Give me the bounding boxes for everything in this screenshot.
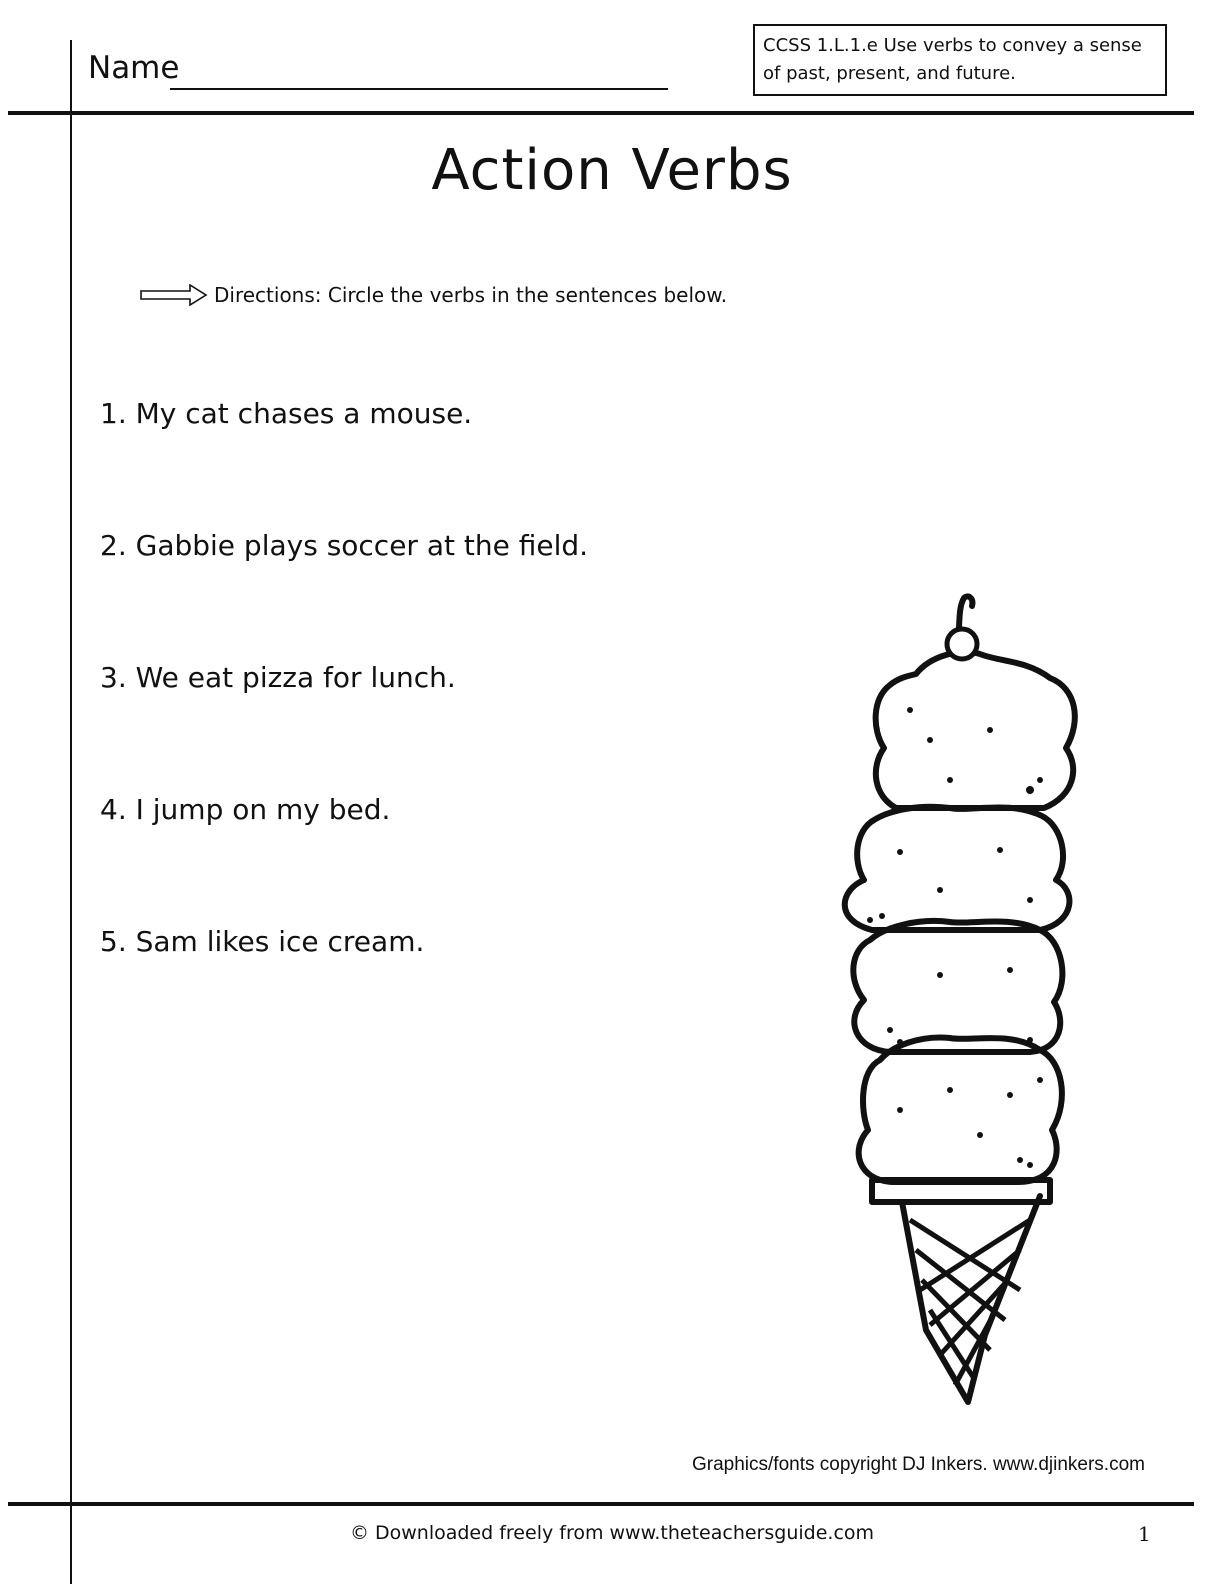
sentence-5: 5. Sam likes ice cream. <box>100 925 425 958</box>
directions-text: Directions: Circle the verbs in the sentences below. <box>214 283 728 307</box>
standard-box: CCSS 1.L.1.e Use verbs to convey a sense of past, present, and future. <box>753 24 1167 96</box>
arrow-icon <box>140 284 208 306</box>
footer-rule <box>8 1502 1194 1506</box>
page-number: 1 <box>1138 1522 1151 1546</box>
graphics-credit: Graphics/fonts copyright DJ Inkers. www.djinkers.com <box>692 1454 1145 1475</box>
header-rule <box>8 111 1194 115</box>
name-field-line <box>170 88 668 90</box>
name-label: Name <box>88 50 180 86</box>
page-title: Action Verbs <box>431 138 793 203</box>
left-margin-line <box>70 40 72 1584</box>
sentence-3: 3. We eat pizza for lunch. <box>100 661 456 694</box>
footer-text: © Downloaded freely from www.theteachersguide.com <box>349 1522 875 1544</box>
sentence-4: 4. I jump on my bed. <box>100 793 391 826</box>
ice-cream-cone-icon <box>830 590 1100 1424</box>
directions <box>140 283 727 307</box>
sentence-2: 2. Gabbie plays soccer at the field. <box>100 529 589 562</box>
sentence-1: 1. My cat chases a mouse. <box>100 397 473 430</box>
